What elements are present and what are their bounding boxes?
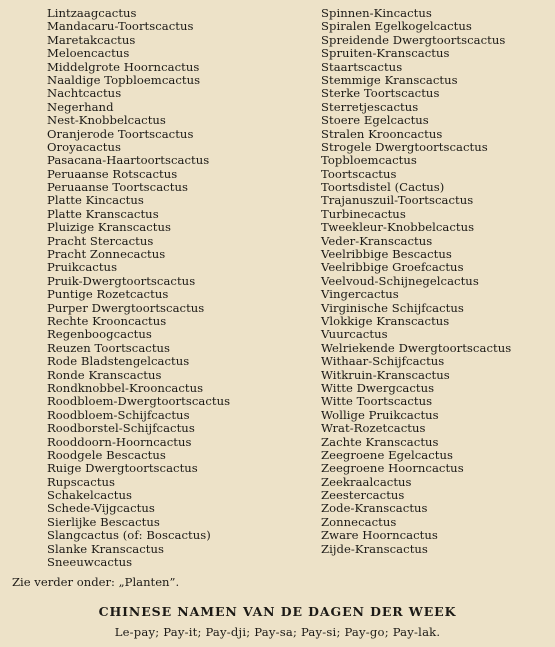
cactus-name: Mandacaru-Toortscactus bbox=[47, 19, 194, 34]
cactus-name: Zeekraalcactus bbox=[321, 474, 412, 489]
cactus-name: Stralen Krooncactus bbox=[321, 126, 443, 141]
cactus-name: Puntige Rozetcactus bbox=[47, 287, 169, 302]
see-also-note: Zie verder onder: „Planten”. bbox=[12, 575, 180, 589]
cactus-name: Maretakcactus bbox=[47, 32, 136, 47]
cactus-name: Pracht Zonnecactus bbox=[47, 247, 166, 262]
cactus-name: Peruaanse Toortscactus bbox=[47, 180, 188, 195]
cactus-name: Veelribbige Groefcactus bbox=[321, 260, 464, 275]
cactus-name: Stemmige Kranscactus bbox=[321, 72, 458, 87]
cactus-name: Rondknobbel-Krooncactus bbox=[47, 380, 204, 395]
cactus-name: Zijde-Kranscactus bbox=[321, 541, 428, 556]
cactus-name: Lintzaagcactus bbox=[47, 6, 137, 20]
cactus-name: Zeegroene Hoorncactus bbox=[321, 461, 464, 476]
cactus-name: Pracht Stercactus bbox=[47, 233, 154, 248]
cactus-name: Peruaanse Rotscactus bbox=[47, 166, 178, 181]
cactus-name: Reuzen Toortscactus bbox=[47, 340, 171, 355]
cactus-list-right bbox=[321, 7, 511, 556]
cactus-name: Vuurcactus bbox=[321, 327, 388, 342]
section-heading: CHINESE NAMEN VAN DE DAGEN DER WEEK bbox=[98, 604, 457, 619]
cactus-name: Schede-Vijgcactus bbox=[47, 501, 155, 516]
cactus-name: Pasacana-Haartoortscactus bbox=[47, 153, 210, 168]
cactus-name: Tweekleur-Knobbelcactus bbox=[321, 220, 475, 235]
cactus-name: Veelribbige Bescactus bbox=[321, 247, 452, 262]
cactus-name: Zeegroene Egelcactus bbox=[321, 447, 454, 462]
cactus-name: Toortsdistel (Cactus) bbox=[321, 180, 445, 195]
cactus-name: Staartscactus bbox=[321, 59, 403, 74]
cactus-name: Rechte Krooncactus bbox=[47, 313, 167, 328]
cactus-name: Roodborstel-Schijfcactus bbox=[47, 421, 195, 436]
cactus-name: Zachte Kranscactus bbox=[321, 434, 439, 449]
cactus-name: Oranjerode Toortscactus bbox=[47, 126, 194, 141]
cactus-name: Spinnen-Kincactus bbox=[321, 6, 432, 20]
cactus-name: Naaldige Topbloemcactus bbox=[47, 72, 201, 87]
cactus-name: Ronde Kranscactus bbox=[47, 367, 162, 382]
cactus-name: Zode-Kranscactus bbox=[321, 501, 428, 516]
weekday-names: Le-pay; Pay-it; Pay-dji; Pay-sa; Pay-si; Pay-go; Pay-lak. bbox=[114, 625, 441, 639]
cactus-name: Schakelcactus bbox=[47, 488, 133, 503]
cactus-name: Platte Kranscactus bbox=[47, 206, 159, 221]
cactus-name: Zonnecactus bbox=[321, 514, 397, 529]
cactus-name: Wollige Pruikcactus bbox=[321, 407, 439, 422]
cactus-name: Wrat-Rozetcactus bbox=[321, 421, 426, 436]
cactus-name: Vlokkige Kranscactus bbox=[321, 313, 450, 328]
cactus-name: Welriekende Dwergtoortscactus bbox=[321, 340, 512, 355]
cactus-name: Sneeuwcactus bbox=[47, 555, 133, 570]
cactus-name: Withaar-Schijfcactus bbox=[321, 354, 445, 369]
cactus-name: Turbinecactus bbox=[321, 206, 406, 221]
cactus-name: Virginische Schijfcactus bbox=[321, 300, 464, 315]
cactus-name: Spiralen Egelkogelcactus bbox=[321, 19, 472, 34]
cactus-name: Spreidende Dwergtoortscactus bbox=[321, 32, 506, 47]
cactus-name: Rode Bladstengelcactus bbox=[47, 354, 190, 369]
cactus-name: Stoere Egelcactus bbox=[321, 113, 429, 128]
cactus-name: Sterke Toortscactus bbox=[321, 86, 440, 101]
cactus-name: Trajanuszuil-Toortscactus bbox=[321, 193, 474, 208]
cactus-name: Platte Kincactus bbox=[47, 193, 144, 208]
cactus-name: Nest-Knobbelcactus bbox=[47, 113, 166, 128]
cactus-name: Roodbloem-Schijfcactus bbox=[47, 407, 190, 422]
cactus-name: Middelgrote Hoorncactus bbox=[47, 59, 200, 74]
cactus-name: Purper Dwergtoortscactus bbox=[47, 300, 205, 315]
cactus-name: Sterretjescactus bbox=[321, 99, 419, 114]
cactus-name: Zware Hoorncactus bbox=[321, 528, 438, 543]
cactus-name: Oroyacactus bbox=[47, 139, 122, 154]
cactus-list-left bbox=[47, 7, 230, 569]
cactus-name: Regenboogcactus bbox=[47, 327, 152, 342]
cactus-name: Negerhand bbox=[47, 99, 114, 114]
cactus-name: Witkruin-Kranscactus bbox=[321, 367, 450, 382]
cactus-name: Strogele Dwergtoortscactus bbox=[321, 139, 488, 154]
cactus-name: Nachtcactus bbox=[47, 86, 122, 101]
cactus-name: Topbloemcactus bbox=[321, 153, 417, 168]
cactus-name: Sierlijke Bescactus bbox=[47, 514, 160, 529]
cactus-name: Witte Toortscactus bbox=[321, 394, 433, 409]
cactus-name: Slangcactus (of: Boscactus) bbox=[47, 528, 211, 543]
cactus-name: Zeestercactus bbox=[321, 488, 405, 503]
cactus-name: Rupscactus bbox=[47, 474, 116, 489]
cactus-name: Ruige Dwergtoortscactus bbox=[47, 461, 198, 476]
cactus-name: Veder-Kranscactus bbox=[321, 233, 433, 248]
cactus-name: Vingercactus bbox=[321, 287, 399, 302]
cactus-name: Veelvoud-Schijnegelcactus bbox=[321, 273, 479, 288]
cactus-name: Toortscactus bbox=[321, 166, 397, 181]
cactus-name: Pruikcactus bbox=[47, 260, 118, 275]
cactus-name: Pluizige Kranscactus bbox=[47, 220, 171, 235]
cactus-name: Witte Dwergcactus bbox=[321, 380, 435, 395]
cactus-name: Spruiten-Kranscactus bbox=[321, 46, 450, 61]
cactus-name: Slanke Kranscactus bbox=[47, 541, 165, 556]
cactus-name: Roodgele Bescactus bbox=[47, 447, 166, 462]
cactus-name: Pruik-Dwergtoortscactus bbox=[47, 273, 196, 288]
cactus-name: Meloencactus bbox=[47, 46, 130, 61]
cactus-name: Rooddoorn-Hoorncactus bbox=[47, 434, 192, 449]
cactus-name: Roodbloem-Dwergtoortscactus bbox=[47, 394, 231, 409]
